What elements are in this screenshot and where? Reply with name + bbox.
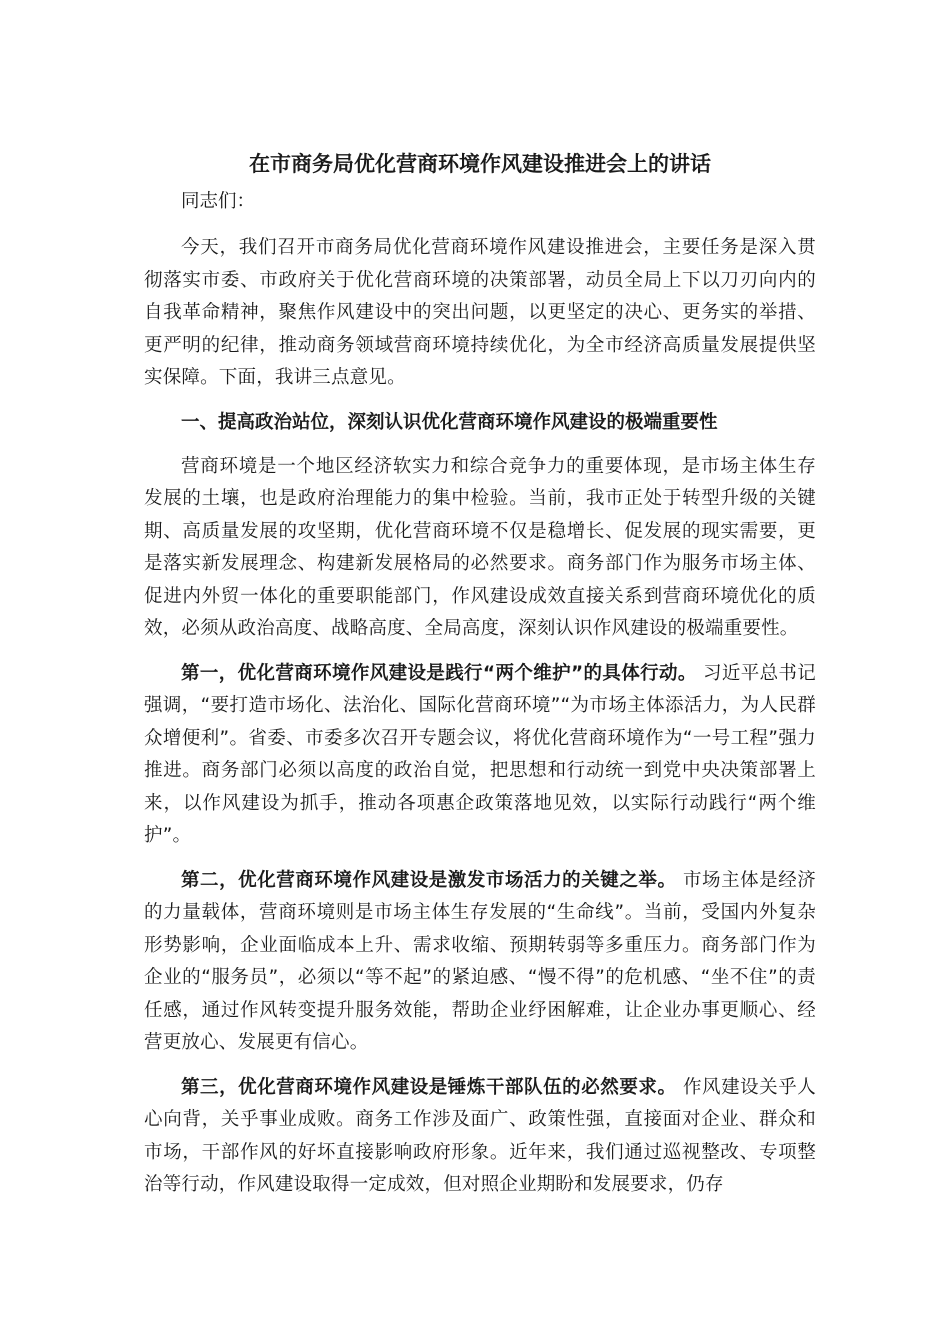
point-body-1: 习近平总书记强调，“要打造市场化、法治化、国际化营商环境”“为市场主体添活力，为人民群众增便利”。省委、市委多次召开专题会议，将优化营商环境作为“一号工程”强力推进。商务部门必须以高度的政治自觉，把思想和行动统一到党中央决策部署上来，以作风建设为抓手，推动各项惠企政策落地见效，以实际行动践行“两个维护”。 [144, 662, 817, 846]
point-lead-1: 第一，优化营商环境作风建设是践行“两个维护”的具体行动。 [181, 662, 697, 684]
document-page [144, 148, 816, 1214]
section-1-body: 营商环境是一个地区经济软实力和综合竞争力的重要体现，是市场主体生存发展的土壤，也是政府治理能力的集中检验。当前，我市正处于转型升级的关键期、高质量发展的攻坚期，优化营商环境不仅是稳增长、促发展的现实需要，更是落实新发展理念、构建新发展格局的必然要求。商务部门作为服务市场主体、促进内外贸一体化的重要职能部门，作风建设成效直接关系到营商环境优化的质效，必须从政治高度、战略高度、全局高度，深刻认识作风建设的极端重要性。 [144, 455, 816, 639]
point-paragraph-1 [144, 658, 816, 853]
point-lead-2: 第二，优化营商环境作风建设是激发市场活力的关键之举。 [181, 869, 677, 891]
point-paragraph-2 [144, 865, 816, 1060]
point-paragraph-3 [144, 1072, 816, 1202]
section-heading-1: 一、提高政治站位，深刻认识优化营商环境作风建设的极端重要性 [181, 411, 718, 433]
point-lead-3: 第三，优化营商环境作风建设是锤炼干部队伍的必然要求。 [181, 1076, 677, 1098]
intro-paragraph: 今天，我们召开市商务局优化营商环境作风建设推进会，主要任务是深入贯彻落实市委、市政府关于优化营商环境的决策部署，动员全局上下以刀刃向内的自我革命精神，聚焦作风建设中的突出问题，以更坚定的决心、更务实的举措、更严明的纪律，推动商务领域营商环境持续优化，为全市经济高质量发展提供坚实保障。下面，我讲三点意见。 [144, 237, 816, 388]
point-body-2: 市场主体是经济的力量载体，营商环境则是市场主体生存发展的“生命线”。当前，受国内外复杂形势影响，企业面临成本上升、需求收缩、预期转弱等多重压力。商务部门作为企业的“服务员”，必须以“等不起”的紧迫感、“慢不得”的危机感、“坐不住”的责任感，通过作风转变提升服务效能，帮助企业纾困解难，让企业办事更顺心、经营更放心、发展更有信心。 [144, 869, 817, 1053]
salutation: 同志们： [181, 191, 256, 212]
document-title: 在市商务局优化营商环境作风建设推进会上的讲话 [249, 152, 711, 176]
point-body-3: 作风建设关乎人心向背，关乎事业成败。商务工作涉及面广、政策性强，直接面对企业、群众和市场，干部作风的好坏直接影响政府形象。近年来，我们通过巡视整改、专项整治等行动，作风建设取得一定成效，但对照企业期盼和发展要求，仍存 [144, 1076, 817, 1195]
